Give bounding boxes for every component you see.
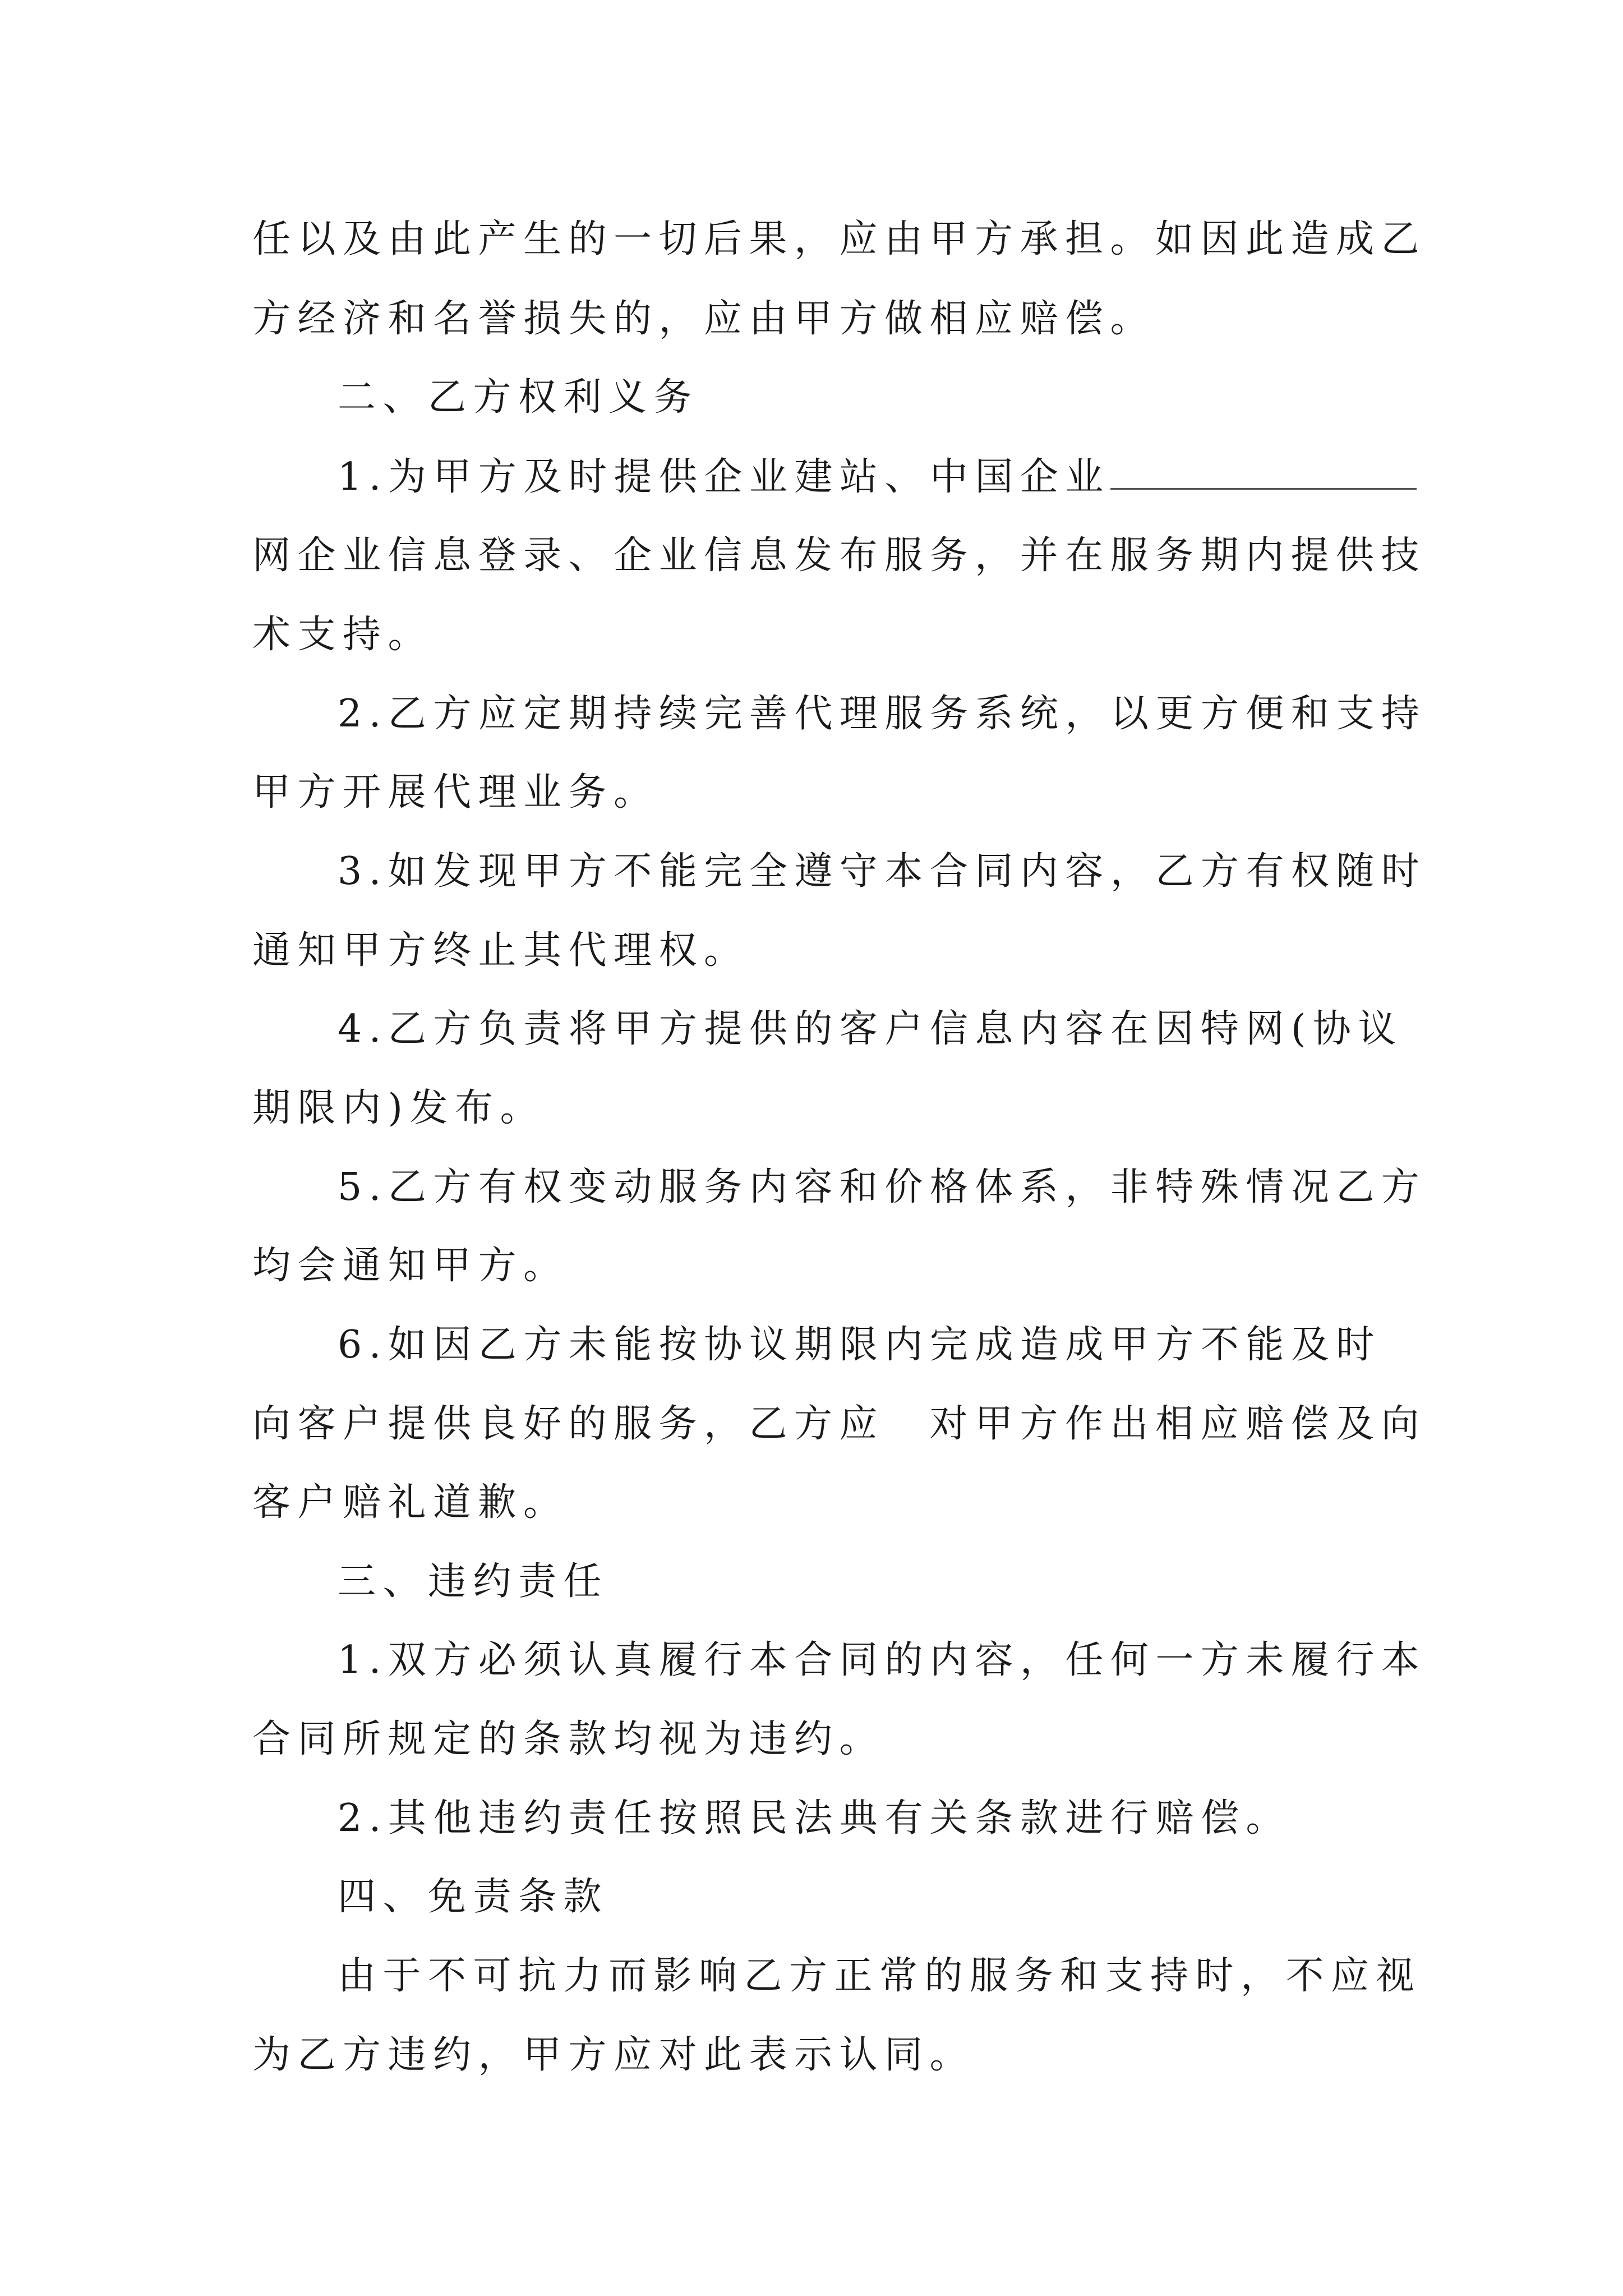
text-line: 客户赔礼道歉。 — [252, 1480, 569, 1525]
clause-line: 由于不可抗力而影响乙方正常的服务和支持时，不应视 — [338, 1954, 1422, 1998]
clause-line: 4.乙方负责将甲方提供的客户信息内容在因特网(协议 — [338, 1007, 1403, 1051]
fill-in-blank — [1110, 454, 1417, 490]
clause-line: 2.乙方应定期持续完善代理服务系统，以更方便和支持 — [338, 692, 1427, 736]
section-heading: 四、免责条款 — [338, 1875, 609, 1919]
clause-line: 6.如因乙方未能按协议期限内完成造成甲方不能及时 — [338, 1323, 1381, 1367]
clause-line: 2.其他违约责任按照民法典有关条款进行赔偿。 — [338, 1796, 1291, 1841]
clause-text: 1.为甲方及时提供企业建站、中国企业 — [338, 455, 1110, 499]
text-line: 甲方开展代理业务。 — [252, 770, 659, 815]
clause-line: 1.双方必须认真履行本合同的内容，任何一方未履行本 — [338, 1638, 1427, 1682]
clause-line — [338, 454, 1417, 500]
text-line: 通知甲方终止其代理权。 — [252, 928, 749, 973]
text-line: 网企业信息登录、企业信息发布服务，并在服务期内提供技 — [252, 533, 1427, 578]
text-line: 均会通知甲方。 — [252, 1244, 569, 1288]
section-heading: 二、乙方权利义务 — [338, 375, 699, 420]
clause-line: 3.如发现甲方不能完全遵守本合同内容，乙方有权随时 — [338, 849, 1427, 894]
text-line: 向客户提供良好的服务，乙方应 对甲方作出相应赔偿及向 — [252, 1402, 1427, 1446]
text-line: 为乙方违约，甲方应对此表示认同。 — [252, 2033, 975, 2077]
section-heading: 三、违约责任 — [338, 1559, 609, 1604]
text-line: 期限内)发布。 — [252, 1086, 546, 1130]
clause-line: 5.乙方有权变动服务内容和价格体系，非特殊情况乙方 — [338, 1165, 1427, 1209]
text-line: 术支持。 — [252, 613, 434, 657]
text-line: 合同所规定的条款均视为违约。 — [252, 1717, 885, 1761]
text-line: 任以及由此产生的一切后果，应由甲方承担。如因此造成乙 — [252, 217, 1427, 261]
text-line: 方经济和名誉损失的，应由甲方做相应赔偿。 — [252, 297, 1156, 341]
